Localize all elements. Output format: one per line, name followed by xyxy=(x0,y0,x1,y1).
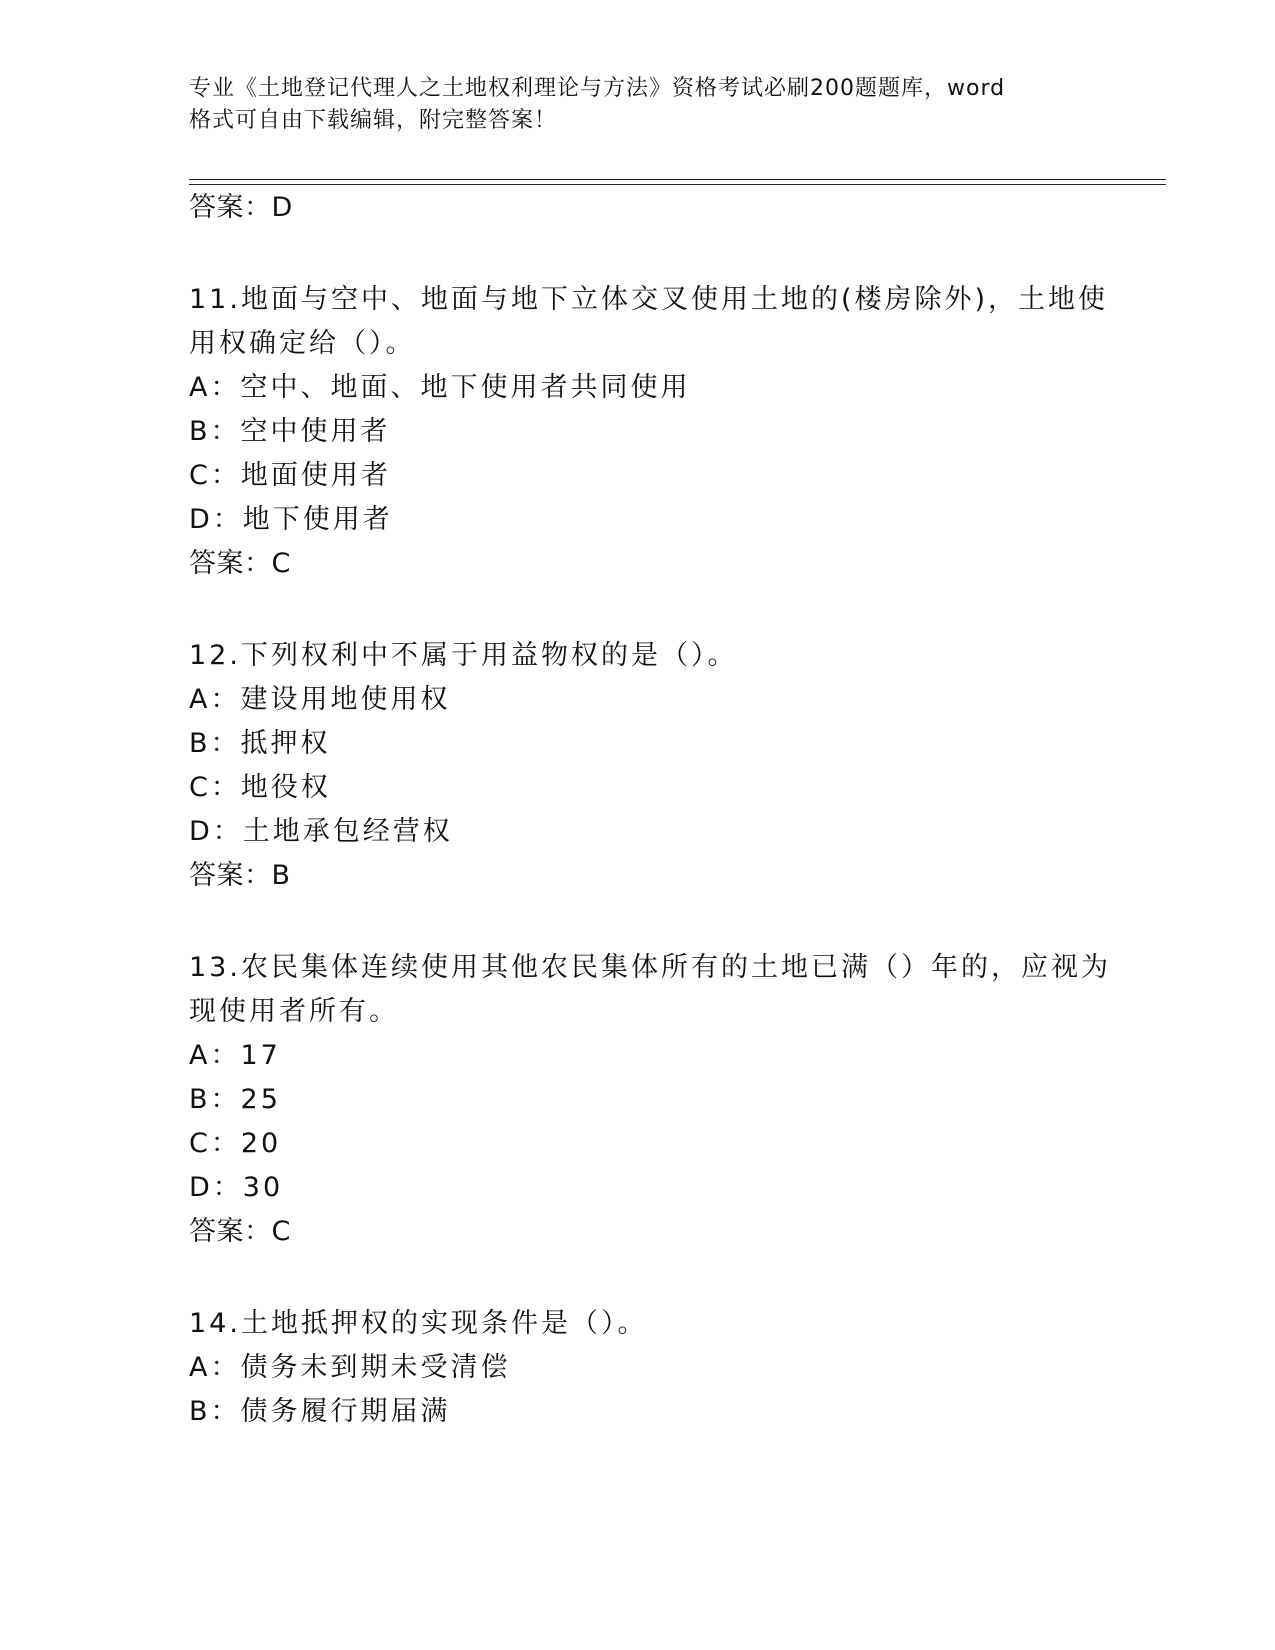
option-a: A：空中、地面、地下使用者共同使用 xyxy=(189,372,691,403)
option-a: A：债务未到期未受清偿 xyxy=(189,1352,511,1383)
question-stem: 11.地面与空中、地面与地下立体交叉使用土地的(楼房除外)，土地使 xyxy=(189,284,1109,315)
document-header xyxy=(189,73,1089,137)
answer-line: 答案：D xyxy=(189,192,293,223)
question-stem: 13.农民集体连续使用其他农民集体所有的土地已满（）年的，应视为 xyxy=(189,952,1111,983)
answer-line: 答案：B xyxy=(189,860,291,891)
answer-line: 答案：C xyxy=(189,1216,291,1247)
option-b: B：抵押权 xyxy=(189,728,331,759)
header-line-1: 专业《土地登记代理人之土地权利理论与方法》资格考试必刷200题题库，word xyxy=(189,76,1006,101)
question-stem: 14.土地抵押权的实现条件是（）。 xyxy=(189,1308,648,1339)
option-b: B：空中使用者 xyxy=(189,416,391,447)
answer-line: 答案：C xyxy=(189,548,291,579)
option-c: C：地面使用者 xyxy=(189,460,391,491)
option-c: C：20 xyxy=(189,1128,282,1159)
header-divider-top xyxy=(189,179,1166,180)
question-stem: 用权确定给（）。 xyxy=(189,328,416,359)
option-d: D：土地承包经营权 xyxy=(189,816,453,847)
header-line-2: 格式可自由下载编辑，附完整答案！ xyxy=(189,108,558,133)
option-b: B：25 xyxy=(189,1084,281,1115)
option-d: D：地下使用者 xyxy=(189,504,393,535)
header-divider-bottom xyxy=(189,184,1166,185)
option-a: A：17 xyxy=(189,1040,281,1071)
option-c: C：地役权 xyxy=(189,772,331,803)
option-d: D：30 xyxy=(189,1172,284,1203)
question-stem: 12.下列权利中不属于用益物权的是（）。 xyxy=(189,640,738,671)
option-b: B：债务履行期届满 xyxy=(189,1396,451,1427)
question-stem: 现使用者所有。 xyxy=(189,996,399,1027)
option-a: A：建设用地使用权 xyxy=(189,684,451,715)
